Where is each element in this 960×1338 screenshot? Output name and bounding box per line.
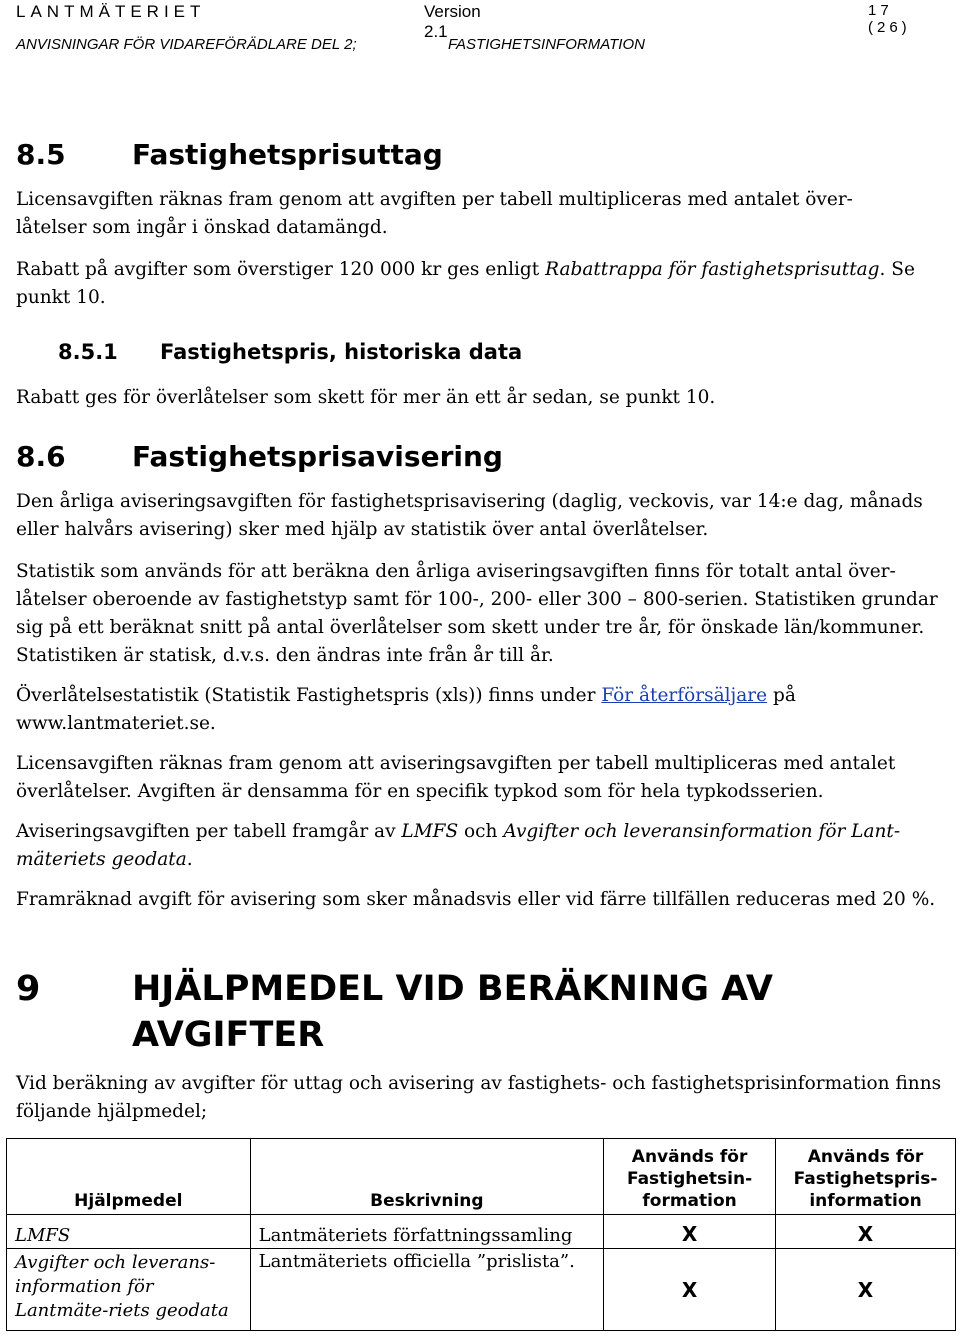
doc-title-right: FASTIGHETSINFORMATION bbox=[448, 36, 645, 53]
paragraph: Framräknad avgift för avisering som sker månadsvis eller vid färre tillfällen reduceras med 20 %. bbox=[16, 889, 936, 910]
org-name: LANTMÄTERIET bbox=[16, 2, 206, 21]
paragraph: Licensavgiften räknas fram genom att avgiften per tabell multipliceras med antalet över-låtelser som ingår i önskad datamängd. bbox=[16, 189, 853, 238]
document-subtitle bbox=[16, 36, 645, 53]
table-cell: Lantmäteriets författningssamling bbox=[250, 1215, 604, 1249]
table-cell: X bbox=[776, 1249, 956, 1331]
table-row bbox=[7, 1215, 956, 1249]
section-title: Fastighetsprisuttag bbox=[132, 138, 443, 171]
subsection-heading-8-5-1: 8.5.1 Fastighetspris, historiska data bbox=[58, 340, 523, 364]
table-cell: Lantmäteriets officiella ”prislista”. bbox=[250, 1249, 604, 1331]
table-row bbox=[7, 1249, 956, 1331]
paragraph: Överlåtelsestatistik (Statistik Fastighetspris (xls)) finns under För återförsäljare på www.lantmateriet.se. bbox=[16, 685, 796, 734]
chapter-heading-9: 9 HJÄLPMEDEL VID BERÄKNING AV AVGIFTER bbox=[16, 969, 773, 1055]
section-heading-8-5 bbox=[16, 138, 443, 171]
table-header-row bbox=[7, 1139, 956, 1215]
table-cell: X bbox=[776, 1215, 956, 1249]
table-cell: LMFS bbox=[7, 1215, 251, 1249]
column-header: Hjälpmedel bbox=[7, 1139, 251, 1215]
column-header: Används för Fastighetsin-formation bbox=[604, 1139, 776, 1215]
section-number: 8.5 bbox=[16, 138, 66, 171]
paragraph: Vid beräkning av avgifter för uttag och avisering av fastighets- och fastighetsprisinformation finns följande hjälpmedel; bbox=[16, 1073, 942, 1122]
paragraph: Den årliga aviseringsavgiften för fastighetsprisavisering (daglig, veckovis, var 14:e dag, månads eller halvårs avisering) sker med hjälp av statistik över antal överlåtelser. bbox=[16, 491, 923, 540]
version-label: Version 2.1 bbox=[424, 2, 481, 41]
section-heading-8-6: 8.6 Fastighetsprisavisering bbox=[16, 440, 503, 473]
table-cell: X bbox=[604, 1215, 776, 1249]
running-header bbox=[16, 2, 911, 41]
paragraph: Statistik som används för att beräkna den årliga aviseringsavgiften finns för totalt antal över-låtelser oberoende av fastighetstyp samt för 100-, 200- eller 300 – 800-serien. Statistiken grundar sig på ett beräknat snitt på antal överlåtelser som skett under tre år, för önskade län/kommuner. Statistiken är statisk, d.v.s. den ändras inte från år till år. bbox=[16, 561, 938, 666]
doc-reference: Rabattrappa för fastighetsprisuttag bbox=[545, 259, 880, 280]
tools-table bbox=[6, 1138, 956, 1331]
paragraph: Rabatt på avgifter som överstiger 120 000 kr ges enligt Rabattrappa för fastighetsprisuttag. Se punkt 10. bbox=[16, 259, 915, 308]
link-for-aterforsaljare[interactable]: För återförsäljare bbox=[601, 685, 768, 706]
paragraph: Aviseringsavgiften per tabell framgår av LMFS och Avgifter och leveransinformation för Lant-mäteriets geodata. bbox=[16, 821, 901, 870]
column-header: Beskrivning bbox=[250, 1139, 604, 1215]
page-number: 17 (26) bbox=[868, 2, 911, 36]
paragraph: Licensavgiften räknas fram genom att aviseringsavgiften per tabell multipliceras med antalet överlåtelser. Avgiften är densamma för en specifik typkod som för hela typkodsserien. bbox=[16, 753, 896, 802]
doc-title-left: ANVISNINGAR FÖR VIDAREFÖRÄDLARE DEL 2; bbox=[16, 36, 357, 53]
table-cell: X bbox=[604, 1249, 776, 1331]
paragraph: Rabatt ges för överlåtelser som skett för mer än ett år sedan, se punkt 10. bbox=[16, 387, 716, 408]
table-cell: Avgifter och leverans-information för Lantmäte-riets geodata bbox=[7, 1249, 251, 1331]
column-header: Används för Fastighetspris-information bbox=[776, 1139, 956, 1215]
